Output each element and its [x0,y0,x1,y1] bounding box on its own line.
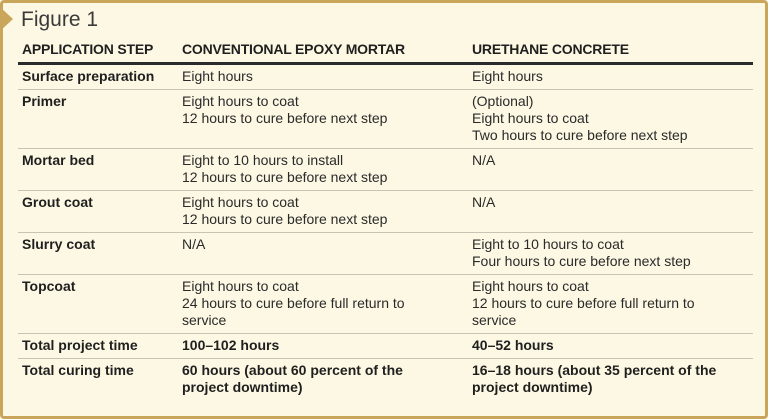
step-name-cell: Slurry coat [18,233,178,275]
table-row [18,149,753,191]
step-name-cell: Grout coat [18,191,178,233]
table-row [18,233,753,275]
table-row [18,359,753,401]
cell-text-line: 12 hours to cure before next step [182,110,388,126]
epoxy-value-cell [178,90,468,149]
cell-text-line: Eight hours to coat [472,110,589,126]
cell-text-line: N/A [182,236,206,252]
cell-text-line: 12 hours to cure before next step [182,169,388,185]
cell-text-line: Eight hours to coat [182,93,299,109]
cell-text-line: N/A [472,194,496,210]
urethane-value-cell [468,359,753,401]
cell-text-line: 100–102 hours [182,337,280,353]
cell-text-line: 60 hours (about 60 percent of the [182,362,403,378]
cell-text-line: 12 hours to cure before full return to [472,295,695,311]
header-urethane-concrete: URETHANE CONCRETE [468,40,753,64]
epoxy-value-cell [178,233,468,275]
table-row [18,334,753,359]
urethane-value-cell [468,233,753,275]
table-row [18,275,753,334]
urethane-value-cell [468,90,753,149]
epoxy-value-cell [178,334,468,359]
cell-text-line: service [182,312,227,328]
table-row [18,64,753,90]
cell-text-line: 12 hours to cure before next step [182,211,388,227]
step-name-cell: Primer [18,90,178,149]
urethane-value-cell [468,64,753,90]
cell-text-line: project downtime) [472,379,593,395]
urethane-value-cell [468,149,753,191]
cell-text-line: Eight to 10 hours to install [182,152,344,168]
figure-title: Figure 1 [21,8,99,31]
step-name-cell: Total project time [18,334,178,359]
table-body [18,64,753,401]
epoxy-value-cell [178,149,468,191]
urethane-value-cell [468,275,753,334]
urethane-value-cell [468,334,753,359]
comparison-table [18,40,753,400]
cell-text-line: Eight hours to coat [182,194,299,210]
cell-text-line: Eight hours to coat [472,278,589,294]
cell-text-line: service [472,312,517,328]
cell-text-line: 24 hours to cure before full return to [182,295,405,311]
epoxy-value-cell [178,191,468,233]
epoxy-value-cell [178,275,468,334]
step-name-cell: Mortar bed [18,149,178,191]
cell-text-line: Four hours to cure before next step [472,253,691,269]
cell-text-line: Eight to 10 hours to coat [472,236,624,252]
cell-text-line: Eight hours [182,68,253,84]
table-header [18,40,753,64]
step-name-cell: Total curing time [22,362,134,378]
cell-text-line: Eight hours to coat [182,278,299,294]
cell-text-line: 16–18 hours (about 35 percent of the [472,362,717,378]
table-row [18,191,753,233]
cell-text-line: N/A [472,152,496,168]
header-application-step: APPLICATION STEP [18,40,178,64]
epoxy-value-cell [178,64,468,90]
cell-text-line: Two hours to cure before next step [472,127,688,143]
table-row [18,90,753,149]
header-conventional-epoxy-mortar: CONVENTIONAL EPOXY MORTAR [178,40,468,64]
epoxy-value-cell [178,359,468,401]
urethane-value-cell [468,191,753,233]
figure-tab-marker [0,7,13,31]
cell-text-line: 40–52 hours [472,337,554,353]
cell-text-line: Eight hours [472,68,543,84]
step-name-cell: Topcoat [18,275,178,334]
step-name-cell: Surface preparation [18,64,178,90]
cell-text-line: project downtime) [182,379,303,395]
cell-text-line: (Optional) [472,93,534,109]
